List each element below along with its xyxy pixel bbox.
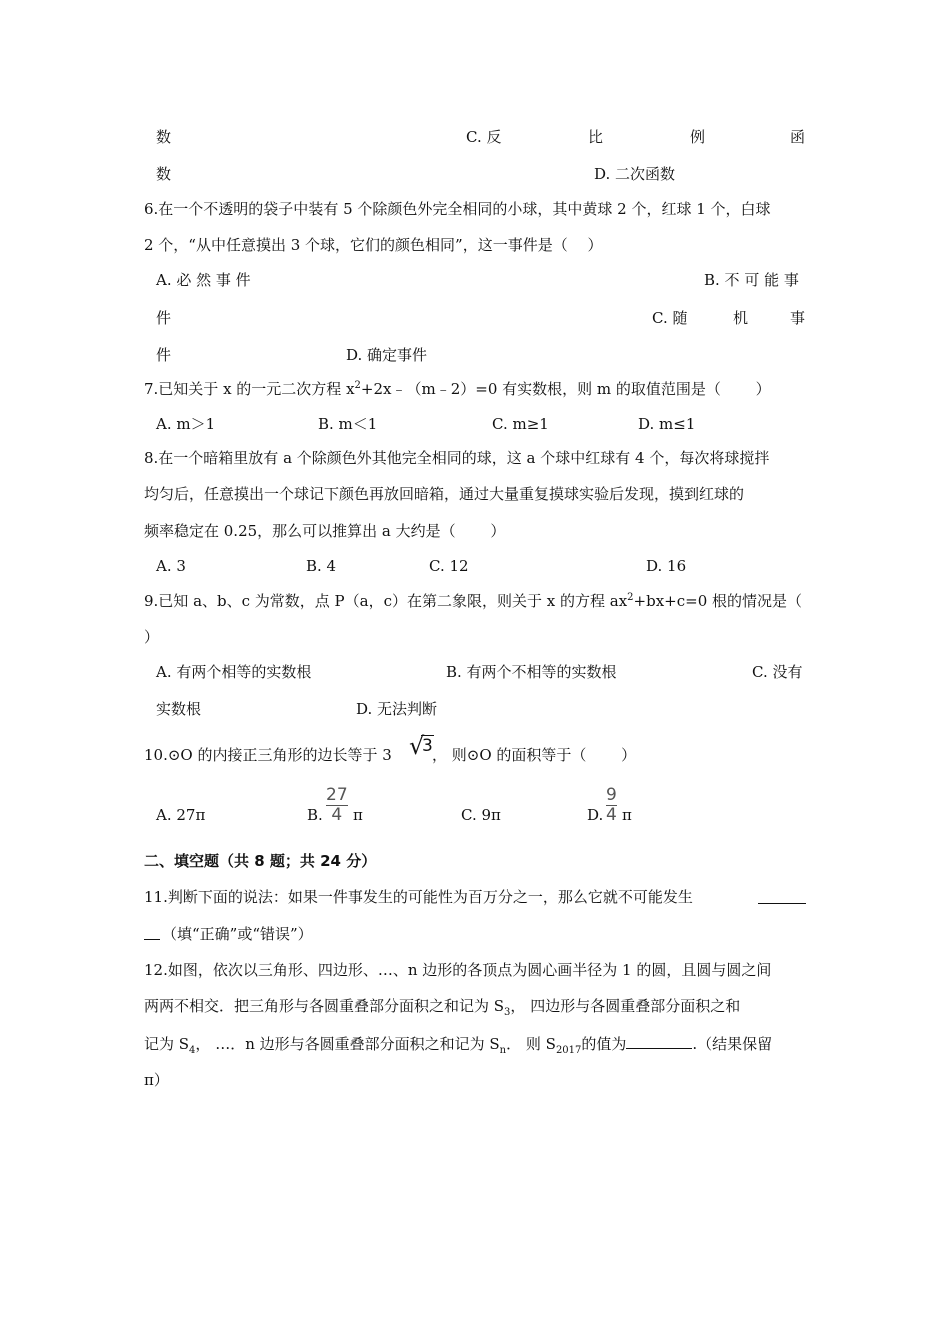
q12-line3-e: .（结果保留	[692, 1035, 773, 1053]
q10-option-d-numerator: 9	[606, 785, 617, 805]
q6-option-b-tail: 件	[156, 309, 172, 327]
q7-option-d: D. m≤1	[638, 415, 696, 433]
q9-stem-post: +bx+c=0 根的情况是（	[633, 592, 803, 610]
q10-option-c: C. 9π	[461, 806, 501, 824]
q12-answer-blank	[626, 1034, 692, 1049]
q12-stem-line1: 12.如图，依次以三角形、四边形、…、n 边形的各顶点为圆心画半径为 1 的圆，且圆与圆之间	[144, 961, 772, 979]
q12-stem-line2	[144, 996, 740, 1016]
q7-option-a: A. m＞1	[156, 415, 216, 433]
q9-exponent: 2	[627, 592, 634, 603]
q5-option-c-part3: 例	[690, 128, 706, 146]
q11-stem-line2: （填“正确”或“错误”）	[162, 925, 313, 943]
q9-stem-line2: ）	[144, 628, 160, 646]
q12-line2-post: ， 四边形与各圆重叠部分面积之和	[510, 997, 741, 1015]
q10-stem-post: ， 则⊙O 的面积等于（ ）	[432, 746, 637, 764]
q9-option-d: D. 无法判断	[356, 700, 438, 718]
q5-option-c-part2: 比	[588, 128, 604, 146]
q6-option-b: B. 不 可 能 事	[704, 271, 799, 289]
q9-stem-pre: 9.已知 a、b、c 为常数，点 P（a，c）在第二象限，则关于 x 的方程 ax	[144, 592, 628, 610]
q5-option-c-tail: 数	[156, 165, 172, 183]
q7-stem-pre: 7.已知关于 x 的一元二次方程 x	[144, 380, 355, 398]
q9-option-b: B. 有两个不相等的实数根	[446, 663, 617, 681]
q7-stem	[144, 379, 771, 399]
q9-option-a: A. 有两个相等的实数根	[156, 663, 312, 681]
q12-line3-b: ， …．n 边形与各圆重叠部分面积之和记为 S	[195, 1035, 500, 1053]
q8-stem-line2: 均匀后，任意摸出一个球记下颜色再放回暗箱，通过大量重复摸球实验后发现，摸到红球的	[144, 485, 745, 503]
q11-answer-blank-part2	[144, 925, 160, 940]
q10-option-b-numerator: 27	[326, 785, 348, 805]
q12-s2017-subscript: 2017	[555, 1045, 582, 1056]
q6-stem-line1: 6.在一个不透明的袋子中装有 5 个除颜色外完全相同的小球，其中黄球 2 个，红球 1 个，白球	[144, 200, 771, 218]
q10-option-d-pi: π	[622, 806, 632, 824]
q10-radicand: 3	[422, 736, 433, 756]
q10-option-d-label: D.	[587, 806, 604, 824]
radical-sign-icon: √	[409, 732, 425, 760]
q7-exponent: 2	[354, 380, 361, 391]
q9-option-c: C. 没有	[752, 663, 803, 681]
q12-line2-pre: 两两不相交．把三角形与各圆重叠部分面积之和记为 S	[144, 997, 505, 1015]
q9-option-c-tail: 实数根	[156, 700, 202, 718]
q12-stem-line4: π）	[144, 1071, 169, 1089]
q10-option-b-fraction	[326, 787, 348, 824]
q11-answer-blank-part1	[758, 889, 806, 904]
q7-option-b: B. m＜1	[318, 415, 378, 433]
q6-option-d: D. 确定事件	[346, 346, 428, 364]
q10-option-d-fraction	[606, 787, 617, 824]
q10-option-b-pi: π	[353, 806, 363, 824]
q5-option-c-part1: C. 反	[466, 128, 502, 146]
q7-stem-post: +2x﹣（m﹣2）=0 有实数根，则 m 的取值范围是（ ）	[360, 380, 771, 398]
q6-option-a: A. 必 然 事 件	[156, 271, 251, 289]
q12-stem-line3	[144, 1034, 772, 1054]
section-heading-fill-in: 二、填空题（共 8 题；共 24 分）	[144, 852, 377, 870]
q8-option-b: B. 4	[306, 557, 337, 575]
q10-stem-pre: 10.⊙O 的内接正三角形的边长等于 3	[144, 746, 392, 764]
q8-option-a: A. 3	[156, 557, 186, 575]
q12-line3-a: 记为 S	[144, 1035, 190, 1053]
q10-option-b-label: B.	[307, 806, 323, 824]
q7-option-c: C. m≥1	[492, 415, 549, 433]
q12-line3-d: 的值为	[581, 1035, 627, 1053]
q8-option-c: C. 12	[429, 557, 469, 575]
q9-stem	[144, 591, 802, 611]
q12-line3-c: ． 则 S	[506, 1035, 556, 1053]
q8-stem-line1: 8.在一个暗箱里放有 a 个除颜色外其他完全相同的球，这 a 个球中红球有 4 个，每次将球搅拌	[144, 449, 770, 467]
q6-stem-line2: 2 个，“从中任意摸出 3 个球，它们的颜色相同”，这一事件是（ ）	[144, 236, 603, 254]
q11-stem-line1: 11.判断下面的说法：如果一件事发生的可能性为百万分之一，那么它就不可能发生	[144, 888, 693, 906]
q12-s4-subscript: 4	[189, 1045, 196, 1056]
q12-sn-subscript: n	[499, 1045, 507, 1056]
q6-option-c-part3: 事	[790, 309, 806, 327]
q6-option-c-part1: C. 随	[652, 309, 688, 327]
q8-option-d: D. 16	[646, 557, 687, 575]
q8-stem-line3: 频率稳定在 0.25，那么可以推算出 a 大约是（ ）	[144, 522, 506, 540]
q5-option-d: D. 二次函数	[594, 165, 676, 183]
q6-option-c-tail: 件	[156, 346, 172, 364]
q12-s3-subscript: 3	[504, 1007, 511, 1018]
q6-option-c-part2: 机	[733, 309, 749, 327]
q5-option-c-part4: 函	[790, 128, 806, 146]
q5-option-b-tail: 数	[156, 128, 172, 146]
q10-option-b-denominator: 4	[331, 805, 343, 825]
q10-option-d-denominator: 4	[606, 805, 617, 825]
q10-option-a: A. 27π	[156, 806, 206, 824]
